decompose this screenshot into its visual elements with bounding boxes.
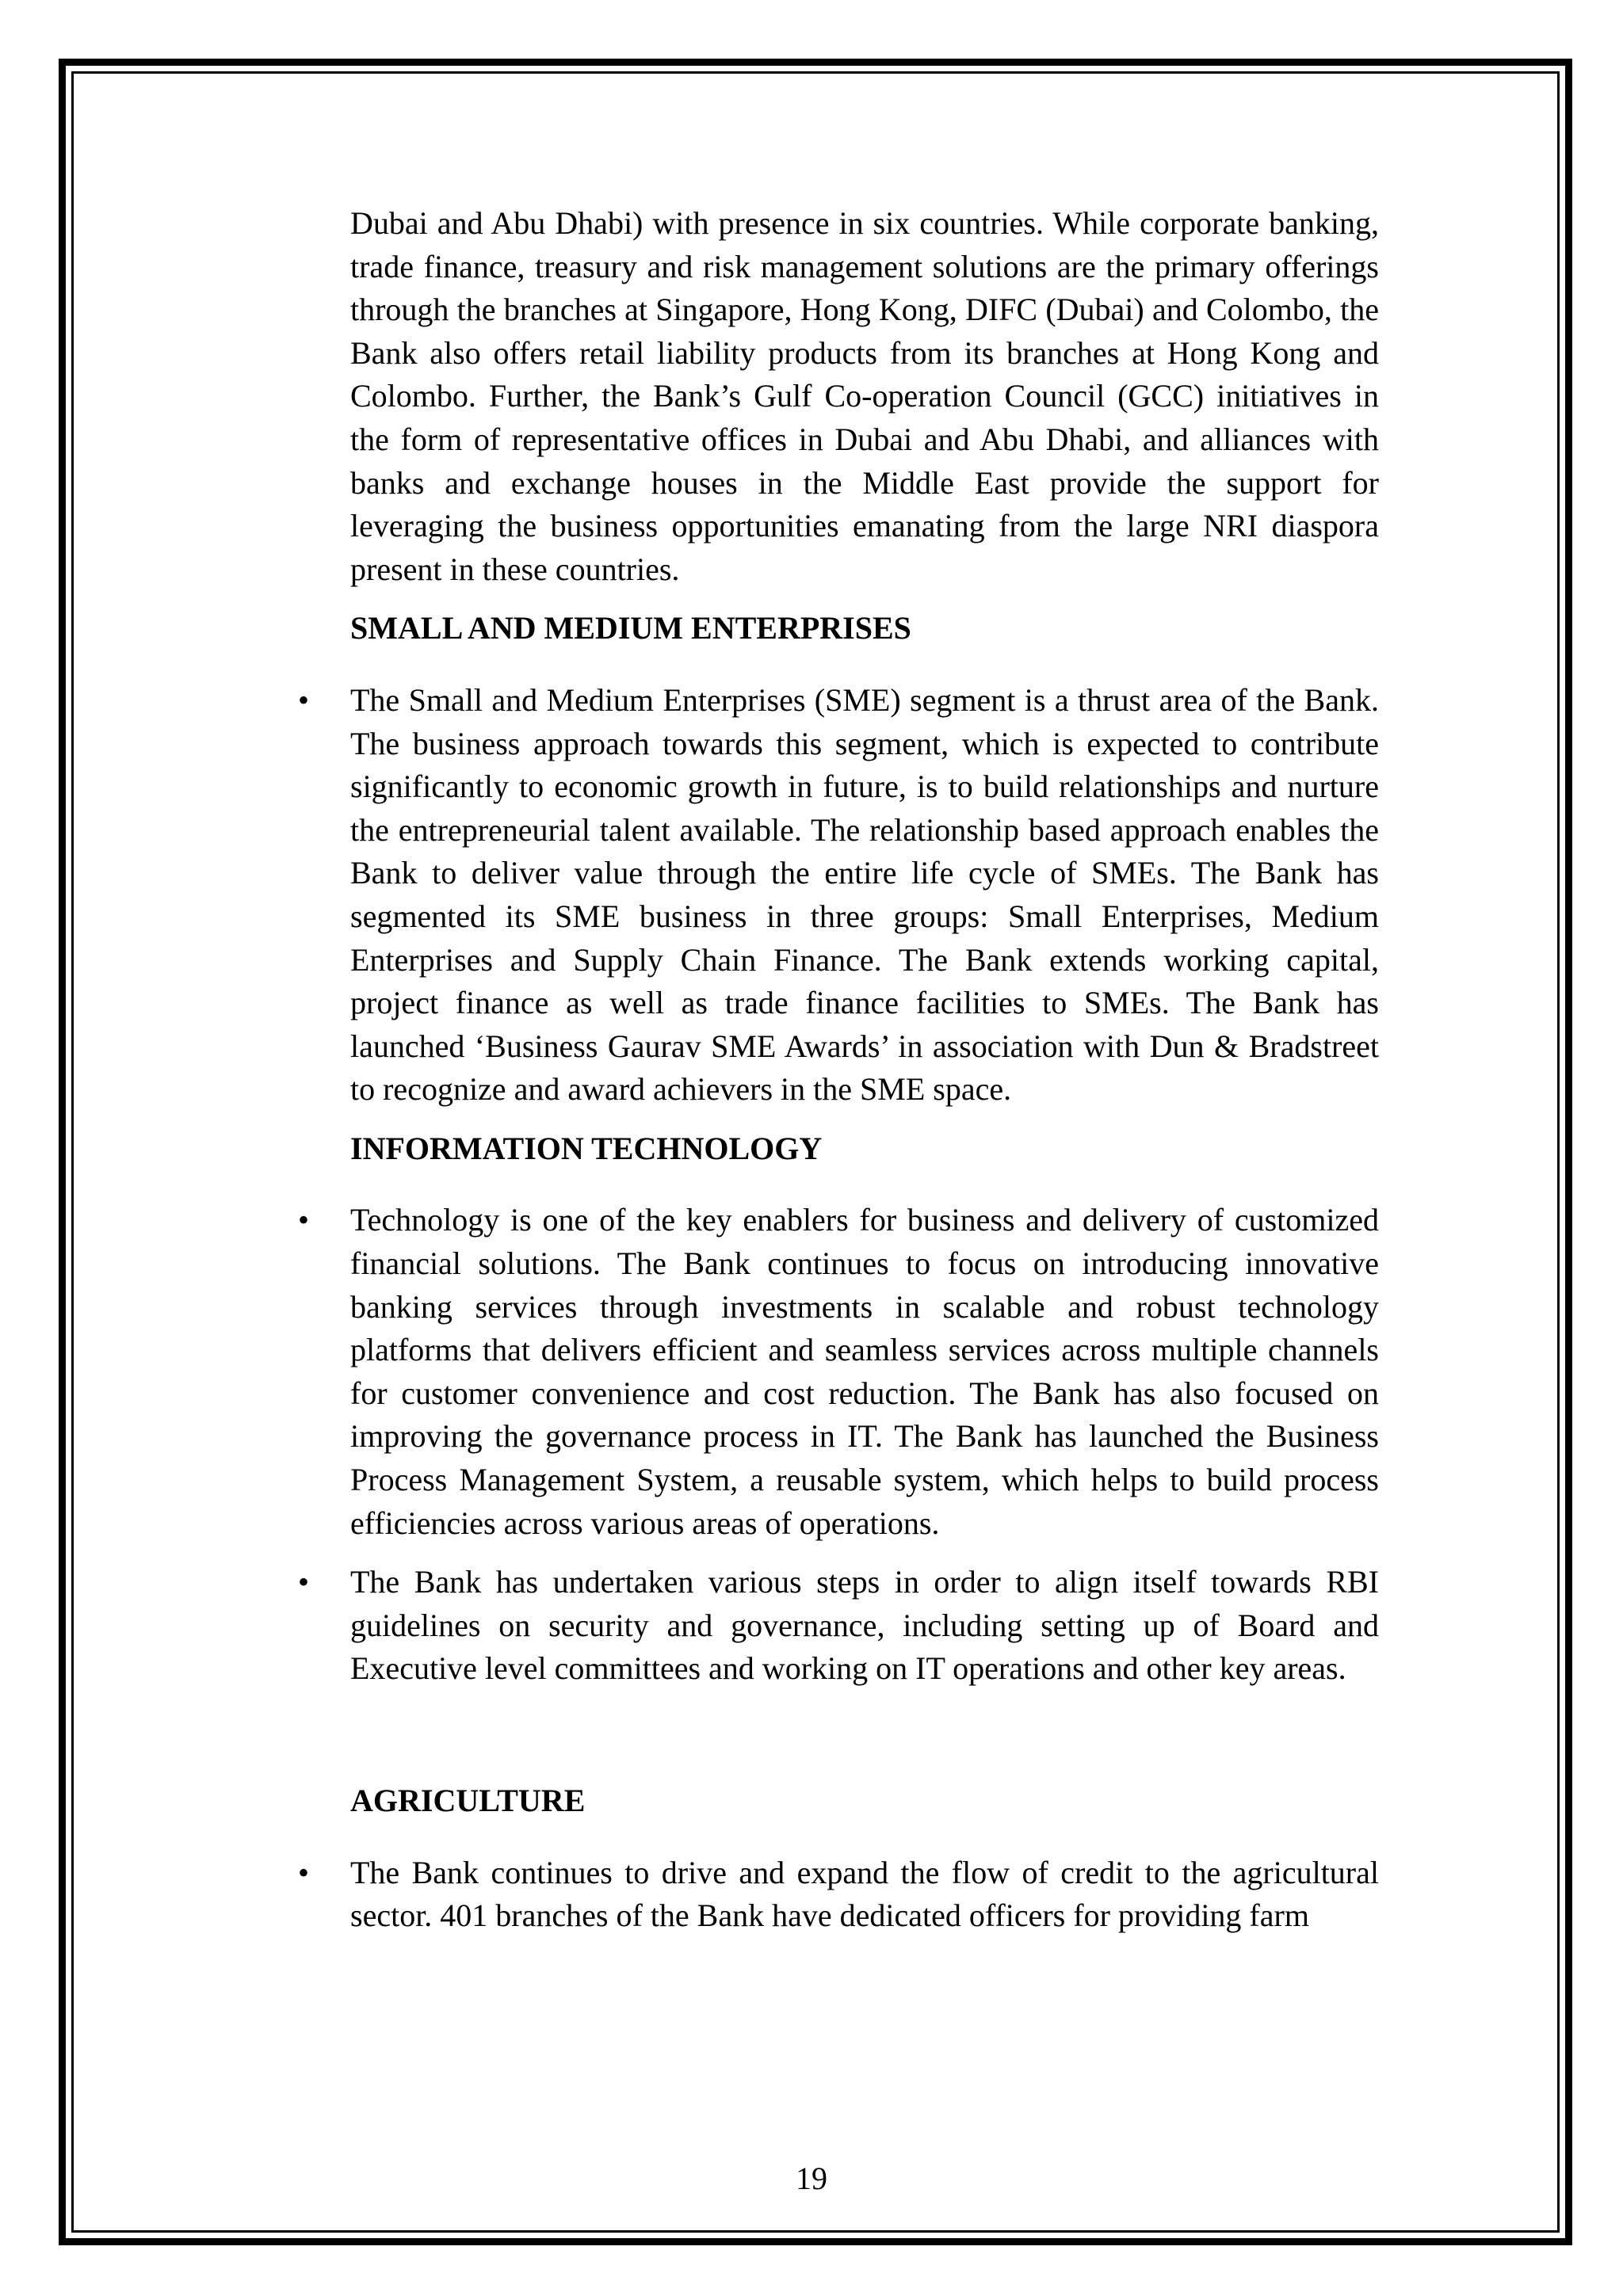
it-bullet-2: • The Bank has undertaken various steps in order to align itself towards RBI guidelines on security and governance, including setting up of Board and Executive level committees and working on IT operations and other key areas. xyxy=(350,1561,1379,1691)
section-heading-it: INFORMATION TECHNOLOGY xyxy=(350,1130,823,1166)
agriculture-bullet-1: • The Bank continues to drive and expand the flow of credit to the agricultural sector. 401 branches of the Bank have dedicated officers for providing farm xyxy=(350,1852,1379,1938)
it-bullet-1: • Technology is one of the key enablers for business and delivery of customized financial solutions. The Bank continues to focus on introducing innovative banking services through investments in scalable and robust technology platforms that delivers efficient and seamless services across multiple channels for customer convenience and cost reduction. The Bank has also focused on improving the governance process in IT. The Bank has launched the Business Process Management System, a reusable system, which helps to build process efficiencies across various areas of operations. xyxy=(350,1199,1379,1545)
page-number: 19 xyxy=(796,2161,827,2196)
document-body xyxy=(350,202,1379,1954)
section-heading-agriculture: AGRICULTURE xyxy=(350,1783,586,1818)
section-heading-sme: SMALL AND MEDIUM ENTERPRISES xyxy=(350,610,911,646)
intro-paragraph: Dubai and Abu Dhabi) with presence in six countries. While corporate banking, trade finance, treasury and risk management solutions are the primary offerings through the branches at Singapore, Hong Kong, DIFC (Dubai) and Colombo, the Bank also offers retail liability products from its branches at Hong Kong and Colombo. Further, the Bank’s Gulf Co-operation Council (GCC) initiatives in the form of representative offices in Dubai and Abu Dhabi, and alliances with banks and exchange houses in the Middle East provide the support for leveraging the business opportunities emanating from the large NRI diaspora present in these countries. xyxy=(350,205,1379,587)
section-spacer xyxy=(350,1707,1379,1779)
sme-bullet-1: • The Small and Medium Enterprises (SME) segment is a thrust area of the Bank. The business approach towards this segment, which is expected to contribute significantly to economic growth in future, is to build relationships and nurture the entrepreneurial talent available. The relationship based approach enables the Bank to deliver value through the entire life cycle of SMEs. The Bank has segmented its SME business in three groups: Small Enterprises, Medium Enterprises and Supply Chain Finance. The Bank extends working capital, project finance as well as trade finance facilities to SMEs. The Bank has launched ‘Business Gaurav SME Awards’ in association with Dun & Bradstreet to recognize and award achievers in the SME space. xyxy=(350,679,1379,1112)
